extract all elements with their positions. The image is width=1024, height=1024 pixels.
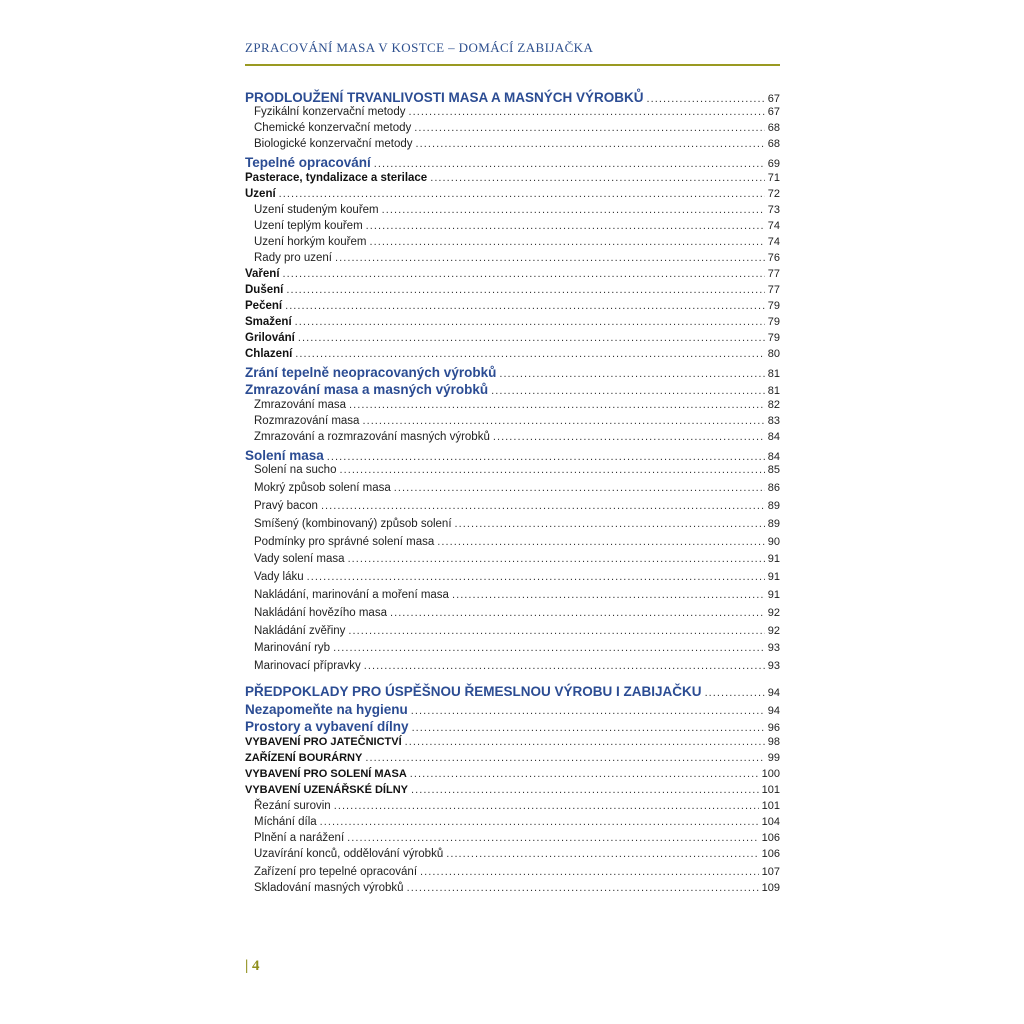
toc-entry-title: Pečení [245, 300, 283, 312]
toc-entry-page: 101 [761, 784, 780, 796]
toc-entry-page: 86 [767, 482, 780, 494]
toc-entry [245, 536, 780, 548]
dot-leader [364, 660, 765, 672]
dot-leader [295, 316, 765, 328]
toc-entry-title: Podmínky pro správné solení masa [254, 536, 435, 548]
toc-entry [245, 138, 780, 150]
toc-entry [245, 90, 780, 105]
dot-leader [349, 399, 765, 411]
toc-entry [245, 236, 780, 248]
toc-entry-title: Plnění a narážení [254, 832, 345, 844]
toc-entry-title: Marinování ryb [254, 642, 331, 654]
dot-leader [410, 768, 759, 780]
toc-entry-title: Zmrazování masa [254, 399, 347, 411]
dot-leader [327, 451, 765, 463]
toc-entry-title: Mokrý způsob solení masa [254, 482, 391, 494]
dot-leader [430, 172, 765, 184]
toc-entry-page: 68 [767, 122, 780, 134]
toc-entry [245, 382, 780, 397]
toc-entry-page: 101 [761, 800, 780, 812]
toc-entry-page: 90 [767, 536, 780, 548]
dot-leader [411, 784, 759, 796]
toc-entry-title: Rozmrazování masa [254, 415, 360, 427]
toc-entry-page: 96 [767, 722, 780, 734]
toc-entry [245, 415, 780, 427]
toc-entry-page: 92 [767, 607, 780, 619]
toc-entry-title: Uzení teplým kouřem [254, 220, 363, 232]
dot-leader [366, 220, 765, 232]
dot-leader [362, 415, 764, 427]
dot-leader [437, 536, 764, 548]
dot-leader [446, 848, 758, 860]
toc-entry-page: 85 [767, 464, 780, 476]
toc-entry-title: VYBAVENÍ UZENÁŘSKÉ DÍLNY [245, 784, 408, 796]
toc-entry-page: 73 [767, 204, 780, 216]
toc-entry-page: 82 [767, 399, 780, 411]
toc-entry-title: Uzavírání konců, oddělování výrobků [254, 848, 444, 860]
toc-entry [245, 316, 780, 328]
toc-entry-title: Biologické konzervační metody [254, 138, 413, 150]
toc-entry-page: 79 [767, 300, 780, 312]
toc-entry [245, 553, 780, 565]
toc-entry-page: 106 [761, 848, 780, 860]
toc-entry [245, 482, 780, 494]
toc-entry-page: 84 [767, 451, 780, 463]
dot-leader [412, 722, 765, 734]
toc-entry [245, 816, 780, 828]
toc-entry-title: VYBAVENÍ PRO JATEČNICTVÍ [245, 736, 402, 748]
toc-entry [245, 571, 780, 583]
toc-entry [245, 252, 780, 264]
toc-entry-title: Smažení [245, 316, 292, 328]
toc-entry [245, 332, 780, 344]
toc-entry-page: 106 [761, 832, 780, 844]
toc-entry [245, 607, 780, 619]
toc-entry-title: Vady solení masa [254, 553, 345, 565]
toc-entry [245, 268, 780, 280]
toc-entry-page: 109 [761, 882, 780, 894]
toc-entry-page: 67 [767, 106, 780, 118]
toc-entry-page: 91 [767, 589, 780, 601]
toc-entry [245, 220, 780, 232]
toc-entry-page: 77 [767, 268, 780, 280]
toc-entry [245, 500, 780, 512]
toc-entry [245, 848, 780, 860]
dot-leader [705, 687, 765, 699]
toc-entry [245, 660, 780, 672]
dot-leader [298, 332, 765, 344]
toc-entry-title: Nakládání zvěřiny [254, 625, 346, 637]
toc-entry [245, 106, 780, 118]
dot-leader [411, 705, 765, 717]
toc-entry-page: 83 [767, 415, 780, 427]
toc-entry-title: Smíšený (kombinovaný) způsob solení [254, 518, 452, 530]
toc-entry-page: 100 [761, 768, 780, 780]
toc-entry-title: Zrání tepelně neopracovaných výrobků [245, 365, 497, 380]
toc-entry-page: 104 [761, 816, 780, 828]
toc-entry [245, 866, 780, 878]
toc-entry-title: Skladování masných výrobků [254, 882, 404, 894]
toc-entry-title: Zmrazování masa a masných výrobků [245, 382, 489, 397]
dot-leader [405, 736, 765, 748]
toc-entry-title: Uzení horkým kouřem [254, 236, 367, 248]
toc-entry [245, 684, 780, 699]
toc-entry-page: 84 [767, 431, 780, 443]
toc-entry-page: 91 [767, 553, 780, 565]
toc-entry-page: 91 [767, 571, 780, 583]
toc-entry [245, 204, 780, 216]
toc-entry-title: Vady láku [254, 571, 304, 583]
toc-entry-title: PŘEDPOKLADY PRO ÚSPĚŠNOU ŘEMESLNOU VÝROBU I ZABIJAČKU [245, 684, 702, 699]
dot-leader [279, 188, 765, 200]
toc-entry-page: 79 [767, 332, 780, 344]
toc-entry-title: Pasterace, tyndalizace a sterilace [245, 172, 428, 184]
toc-entry-page: 94 [767, 705, 780, 717]
toc-entry-page: 68 [767, 138, 780, 150]
toc-entry-title: Pravý bacon [254, 500, 318, 512]
toc-entry-page: 93 [767, 660, 780, 672]
toc-entry-page: 99 [767, 752, 780, 764]
toc-entry-page: 81 [767, 368, 780, 380]
toc-entry-page: 69 [767, 158, 780, 170]
toc-entry [245, 882, 780, 894]
toc-entry-title: Uzení [245, 188, 276, 200]
toc-entry-page: 79 [767, 316, 780, 328]
dot-leader [339, 464, 764, 476]
toc-entry [245, 768, 780, 780]
toc-entry-title: Míchání díla [254, 816, 317, 828]
toc-entry-title: Prostory a vybavení dílny [245, 719, 409, 734]
dot-leader [407, 882, 759, 894]
toc-entry-title: Nakládání, marinování a moření masa [254, 589, 449, 601]
toc-entry-page: 89 [767, 518, 780, 530]
dot-leader [455, 518, 765, 530]
toc-entry-page: 74 [767, 236, 780, 248]
dot-leader [333, 642, 765, 654]
toc-entry-page: 74 [767, 220, 780, 232]
page-number: | 4 [245, 958, 260, 974]
toc-entry [245, 399, 780, 411]
dot-leader [416, 138, 765, 150]
toc-entry-title: Nakládání hovězího masa [254, 607, 387, 619]
toc-entry [245, 365, 780, 380]
running-header: ZPRACOVÁNÍ MASA V KOSTCE – DOMÁCÍ ZABIJAČKA [245, 40, 594, 55]
toc-entry-title: Vaření [245, 268, 280, 280]
toc-entry [245, 642, 780, 654]
toc-entry [245, 800, 780, 812]
toc-entry [245, 832, 780, 844]
toc-entry-title: ZAŘÍZENÍ BOURÁRNY [245, 752, 363, 764]
dot-leader [647, 93, 765, 105]
dot-leader [369, 236, 764, 248]
dot-leader [491, 385, 765, 397]
dot-leader [414, 122, 765, 134]
toc-entry [245, 122, 780, 134]
dot-leader [452, 589, 765, 601]
dot-leader [320, 816, 759, 828]
dot-leader [493, 431, 765, 443]
toc-entry-title: Tepelné opracování [245, 155, 371, 170]
toc-entry-page: 71 [767, 172, 780, 184]
toc-entry-page: 72 [767, 188, 780, 200]
dot-leader [334, 800, 759, 812]
toc-entry-page: 94 [767, 687, 780, 699]
toc-entry-page: 80 [767, 348, 780, 360]
dot-leader [382, 204, 765, 216]
toc-entry-title: Grilování [245, 332, 295, 344]
toc-entry-page: 77 [767, 284, 780, 296]
toc-entry [245, 719, 780, 734]
dot-leader [408, 106, 764, 118]
dot-leader [321, 500, 765, 512]
toc-entry-title: Solení masa [245, 448, 324, 463]
toc-entry-title: Uzení studeným kouřem [254, 204, 379, 216]
toc-entry-title: Fyzikální konzervační metody [254, 106, 406, 118]
toc-entry-page: 107 [761, 866, 780, 878]
toc-entry [245, 300, 780, 312]
toc-entry-title: Zařízení pro tepelné opracování [254, 866, 418, 878]
toc-entry-title: PRODLOUŽENÍ TRVANLIVOSTI MASA A MASNÝCH VÝROBKŮ [245, 90, 644, 105]
dot-leader [307, 571, 765, 583]
dot-leader [295, 348, 764, 360]
toc-entry-title: Solení na sucho [254, 464, 337, 476]
toc-entry [245, 464, 780, 476]
dot-leader [499, 368, 764, 380]
dot-leader [394, 482, 765, 494]
toc-entry [245, 188, 780, 200]
toc-entry [245, 431, 780, 443]
dot-leader [365, 752, 764, 764]
toc-entry [245, 736, 780, 748]
toc-entry [245, 784, 780, 796]
toc-entry-page: 81 [767, 385, 780, 397]
header-rule [245, 64, 780, 66]
dot-leader [348, 625, 764, 637]
toc-entry-page: 93 [767, 642, 780, 654]
dot-leader [374, 158, 765, 170]
dot-leader [390, 607, 765, 619]
dot-leader [286, 284, 764, 296]
dot-leader [348, 553, 765, 565]
dot-leader [285, 300, 765, 312]
toc-entry-page: 92 [767, 625, 780, 637]
toc-entry [245, 448, 780, 463]
toc-entry [245, 589, 780, 601]
toc-entry [245, 348, 780, 360]
toc-entry-title: Nezapomeňte na hygienu [245, 702, 408, 717]
toc-entry [245, 155, 780, 170]
dot-leader [420, 866, 759, 878]
toc-entry-title: Chemické konzervační metody [254, 122, 412, 134]
toc-entry-page: 67 [767, 93, 780, 105]
dot-leader [335, 252, 765, 264]
toc-entry [245, 702, 780, 717]
toc-entry-page: 89 [767, 500, 780, 512]
toc-entry [245, 625, 780, 637]
toc-entry-title: Marinovací přípravky [254, 660, 361, 672]
toc-entry [245, 284, 780, 296]
dot-leader [283, 268, 765, 280]
toc-entry-title: Dušení [245, 284, 284, 296]
toc-entry [245, 172, 780, 184]
toc-entry-page: 76 [767, 252, 780, 264]
toc-entry [245, 752, 780, 764]
toc-entry [245, 518, 780, 530]
toc-entry-title: Zmrazování a rozmrazování masných výrobků [254, 431, 490, 443]
dot-leader [347, 832, 758, 844]
toc-entry-title: Řezání surovin [254, 800, 331, 812]
toc-entry-title: Chlazení [245, 348, 293, 360]
toc-entry-title: Rady pro uzení [254, 252, 332, 264]
toc-entry-title: VYBAVENÍ PRO SOLENÍ MASA [245, 768, 407, 780]
toc-entry-page: 98 [767, 736, 780, 748]
